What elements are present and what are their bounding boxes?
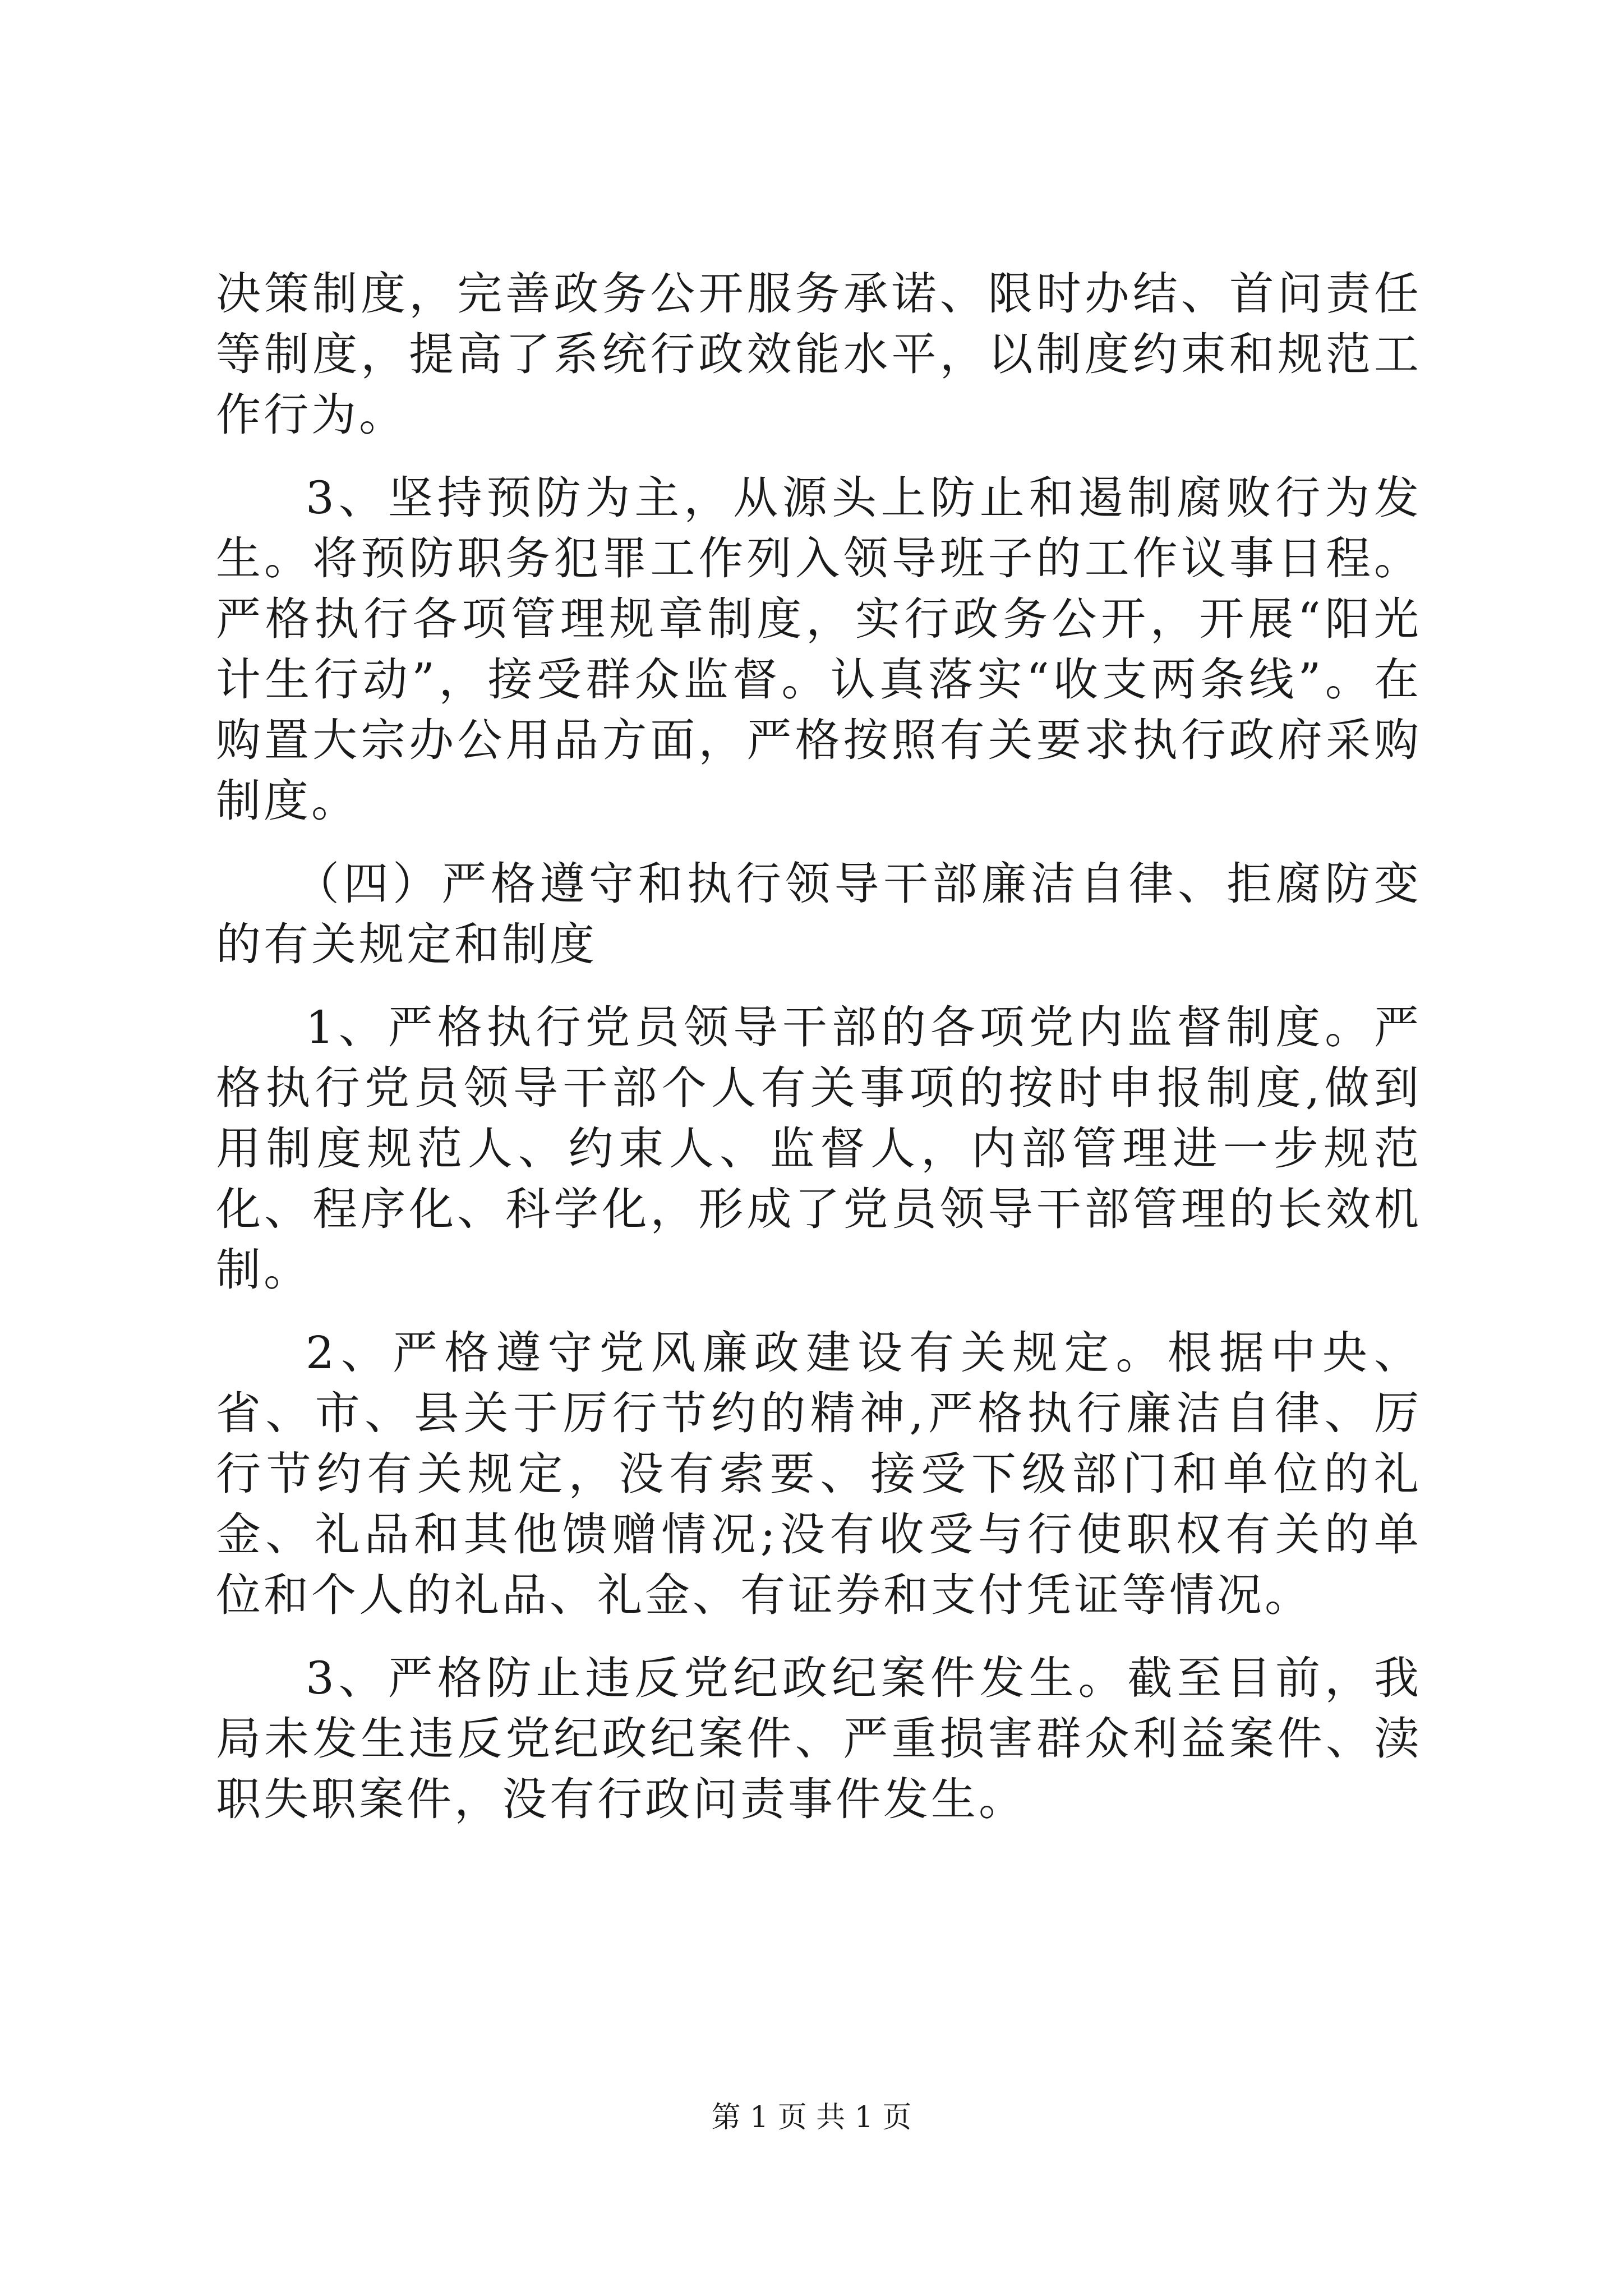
paragraph-item-3-prevention: 3、坚持预防为主，从源头上防止和遏制腐败行为发生。将预防职务犯罪工作列入领导班子的工作议事日程。严格执行各项管理规章制度，实行政务公开，开展“阳光计生行动”，接受群众监督。认真落实“收支两条线”。在购置大宗办公用品方面，严格按照有关要求执行政府采购制度。	[216, 472, 1422, 827]
paragraph-item-3-discipline: 3、严格防止违反党纪政纪案件发生。截至目前，我局未发生违反党纪政纪案件、严重损害群众利益案件、渎职失职案件，没有行政问责事件发生。	[216, 1652, 1422, 1825]
document-body	[216, 264, 1422, 1830]
page-footer: 第 1 页 共 1 页	[711, 2101, 912, 2134]
section-heading-4: （四）严格遵守和执行领导干部廉洁自律、拒腐防变的有关规定和制度	[216, 858, 1422, 970]
paragraph-item-1-supervision: 1、严格执行党员领导干部的各项党内监督制度。严格执行党员领导干部个人有关事项的按时申报制度,做到用制度规范人、约束人、监督人，内部管理进一步规范化、程序化、科学化，形成了党员领导干部管理的长效机制。	[216, 1001, 1422, 1296]
paragraph-item-2-integrity: 2、严格遵守党风廉政建设有关规定。根据中央、省、市、县关于厉行节约的精神,严格执行廉洁自律、厉行节约有关规定，没有索要、接受下级部门和单位的礼金、礼品和其他馈赠情况;没有收受与行使职权有关的单位和个人的礼品、礼金、有证券和支付凭证等情况。	[216, 1327, 1422, 1621]
paragraph-continuation: 决策制度，完善政务公开服务承诺、限时办结、首问责任等制度，提高了系统行政效能水平，以制度约束和规范工作行为。	[216, 268, 1422, 441]
